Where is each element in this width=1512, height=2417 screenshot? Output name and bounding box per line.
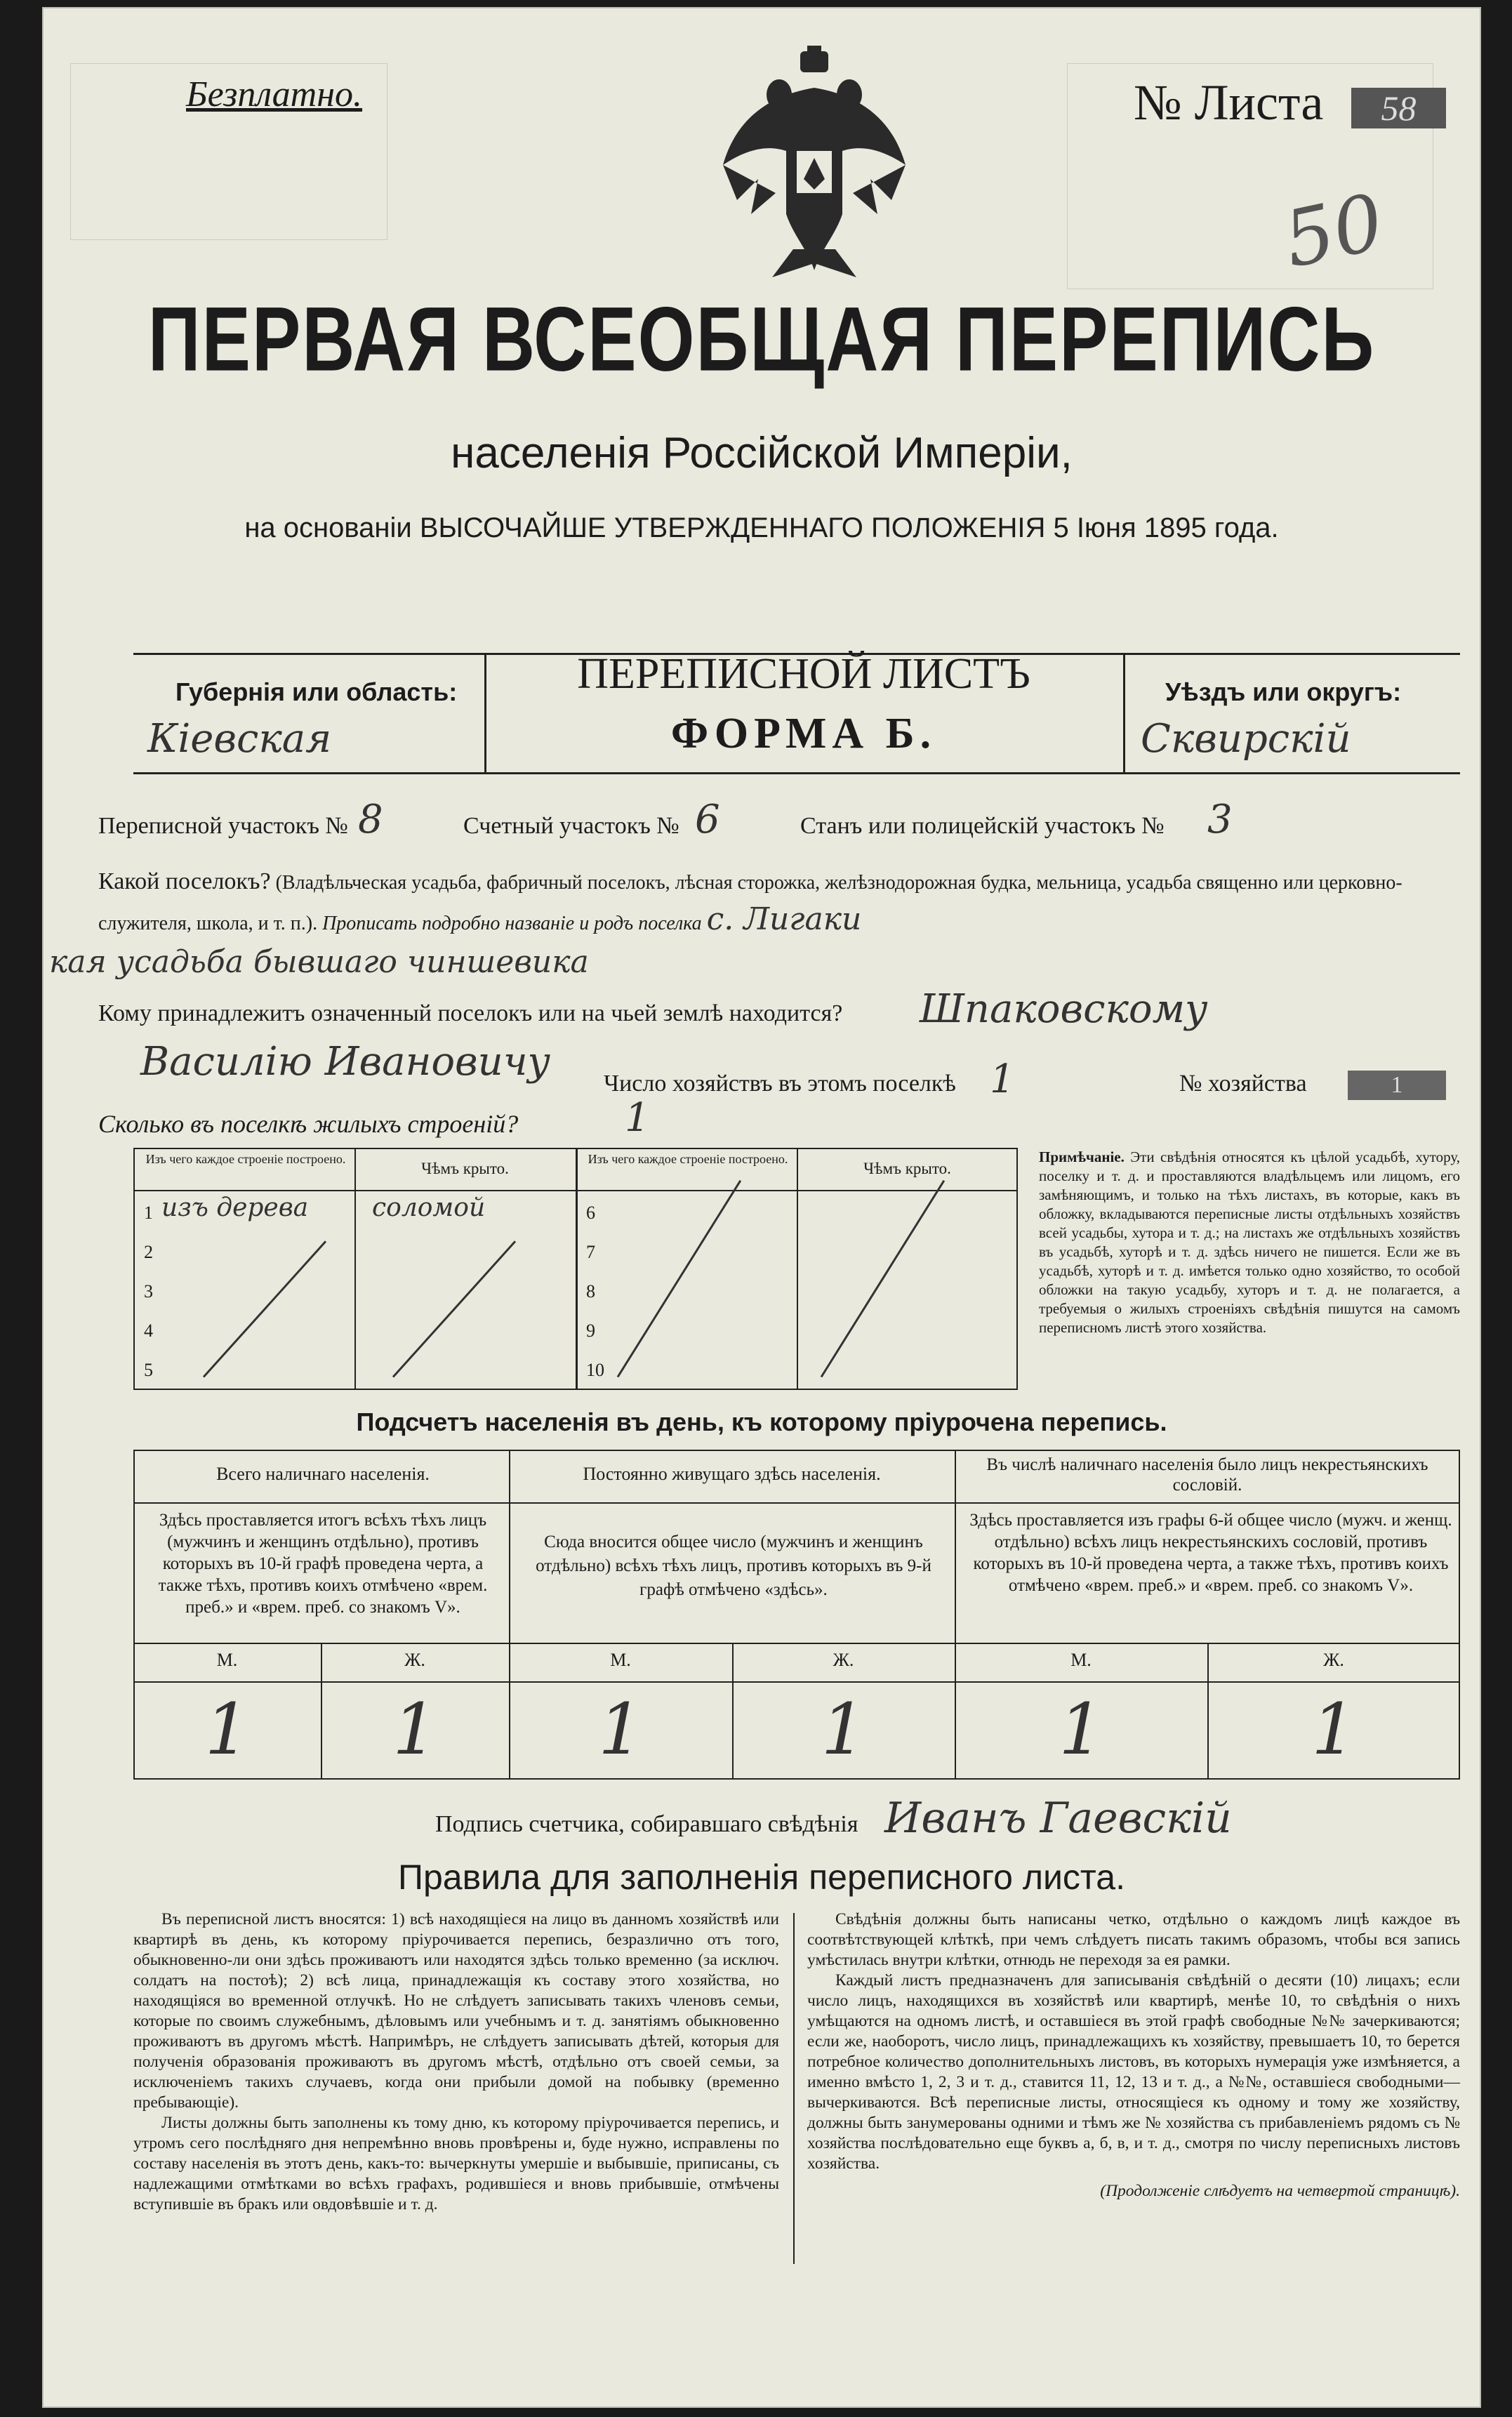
count-head-line bbox=[133, 1502, 1460, 1504]
buildings-col1-head: Изъ чего каждое строеніе построено. bbox=[145, 1152, 346, 1166]
poselok-row bbox=[98, 863, 1474, 942]
buildings-col-line bbox=[354, 1148, 356, 1390]
household-no-label: № хозяйства bbox=[1179, 1071, 1307, 1097]
count-values-line bbox=[133, 1681, 1460, 1683]
row-number: 2 bbox=[144, 1242, 153, 1262]
page-basis: на основаніи ВЫСОЧАЙШЕ УТВЕРЖДЕННАГО ПОЛОЖЕНІЯ 5 Іюня 1895 года. bbox=[244, 512, 1279, 543]
count-zh-label: Ж. bbox=[404, 1650, 425, 1670]
uchastok-label: Переписной участокъ № bbox=[98, 813, 348, 839]
sheet-number-label: № Листа bbox=[1134, 74, 1324, 131]
rules-paragraph: Въ переписной листъ вносятся: 1) всѣ находящіеся на лицо въ данномъ хозяйствѣ или квартирѣ въ день, къ которому пріурочивается перепись, безразлично отъ того, обыкновенно-ли они здѣсь проживаютъ или находятся здѣсь только временно (за исключ. солдатъ на постоѣ); 2) всѣ лица, принадлежащія къ составу этого хозяйства, но находящіяся во временной отлучкѣ. Но не слѣдуетъ записывать такихъ членовъ семьи, которые по своимъ служебнымъ, дѣловымъ или учебнымъ и т. д. занятіямъ обыкновенно проживаютъ въ другомъ мѣстѣ. Напримѣръ, не слѣдуетъ записывать дѣтей, которыя для полученія образованія проживаютъ въ другомъ мѣстѣ, отдѣльно отъ своей семьи, за исключеніемъ такихъ случаевъ, когда они прибыли домой на побывку (временно пребывающіе). bbox=[133, 1910, 779, 2112]
row1-roof: соломой bbox=[372, 1193, 486, 1222]
count-value: 1 bbox=[1311, 1688, 1356, 1770]
count-zh-label: Ж. bbox=[1323, 1650, 1344, 1670]
count-m-label: М. bbox=[216, 1650, 238, 1670]
row-number: 5 bbox=[144, 1360, 153, 1380]
count-col2-head: Постоянно живущаго здѣсь населенія. bbox=[583, 1464, 881, 1484]
households-label: Число хозяйствъ въ этомъ поселкѣ bbox=[604, 1071, 956, 1097]
poselok-value-1: с. Лигаки bbox=[706, 901, 862, 937]
count-m-label: М. bbox=[1070, 1650, 1092, 1670]
row-number: 6 bbox=[586, 1203, 595, 1223]
count-value: 1 bbox=[392, 1688, 437, 1770]
count-mz-line bbox=[133, 1643, 1460, 1644]
gubernia-value: Кіевская bbox=[147, 716, 332, 762]
uchastok-value: 8 bbox=[358, 797, 383, 842]
note-title: Примѣчаніе. bbox=[1039, 1148, 1125, 1165]
poselok-instruction: Прописать подробно названіе и родъ поселка bbox=[322, 913, 702, 934]
row-number: 7 bbox=[586, 1242, 595, 1262]
count-value: 1 bbox=[821, 1688, 866, 1770]
schetny-label: Счетный участокъ № bbox=[463, 813, 679, 839]
rules-divider bbox=[793, 1913, 795, 2264]
row-number: 8 bbox=[586, 1281, 595, 1302]
sheet-number-handwritten: 50 bbox=[1276, 176, 1391, 286]
gubernia-label: Губернія или область: bbox=[175, 677, 458, 706]
row-number: 4 bbox=[144, 1320, 153, 1341]
count-title: Подсчетъ населенія въ день, къ которому пріурочена перепись. bbox=[356, 1408, 1167, 1436]
rules-right-column bbox=[807, 1909, 1460, 2201]
row1-material: изъ дерева bbox=[161, 1193, 309, 1222]
row-number: 10 bbox=[586, 1360, 604, 1380]
count-value: 1 bbox=[204, 1688, 250, 1770]
buildings-col2-head: Чѣмъ крыто. bbox=[421, 1160, 509, 1177]
uezd-value: Сквирскій bbox=[1141, 716, 1351, 762]
rules-paragraph: Листы должны быть заполнены къ тому дню, къ которому пріурочивается перепись, и утромъ сего послѣдняго дня непремѣнно вновь провѣрены и, буде нужно, исправлены по составу населенія въ этотъ день, какъ-то: вычеркнуты умершіе и выбывшіе, приписаны, съ надлежащими отмѣтками во всѣхъ графахъ, родившіеся и вновь прибывшіе, отмѣчены вступившіе въ бракъ или овдовѣвшіе и т. д. bbox=[133, 2114, 779, 2213]
signature-value: Иванъ Гаевскій bbox=[884, 1794, 1232, 1843]
rules-left-column bbox=[133, 1909, 779, 2215]
schetny-value: 6 bbox=[695, 797, 720, 842]
buildings-rows-right bbox=[586, 1193, 604, 1390]
household-no-value: 1 bbox=[1348, 1071, 1446, 1100]
form-sub: ФОРМА Б. bbox=[670, 710, 937, 757]
stan-label: Станъ или полицейскій участокъ № bbox=[800, 813, 1165, 839]
households-value: 1 bbox=[990, 1057, 1015, 1102]
poselok-value-2: кая усадьба бывшаго чиншевика bbox=[49, 944, 589, 980]
signature-label: Подпись счетчика, собиравшаго свѣдѣнія bbox=[435, 1811, 858, 1837]
buildings-rows-left bbox=[144, 1193, 153, 1390]
note-text: Эти свѣдѣнія относятся къ цѣлой усадьбѣ, хутору, поселку и т. д. и проставляются владѣльцемъ или лицомъ, его замѣняющимъ, и только на тѣхъ листахъ, въ которые, какъ въ обложку, вкладываются переписные листы отдѣльныхъ хозяйствъ всей усадьбы, хутора и т. д.; на листахъ же отдѣльныхъ хозяйствъ въ усадьбѣ, хуторѣ и т. д. здѣсь ничего не пишется. Если же въ усадьбѣ, хуторѣ и т. д. имѣется только одно хозяйство, то особой обложки на такую усадьбу, хуторъ и т. д. не полагается, а требуемыя о жилыхъ строеніяхъ свѣдѣнія пишутся на самомъ переписномъ листѣ этого хозяйства. bbox=[1039, 1148, 1460, 1336]
note-block bbox=[1039, 1148, 1460, 1337]
row-number: 3 bbox=[144, 1281, 153, 1302]
buildings-col-line-2 bbox=[797, 1148, 798, 1390]
poselok-label: Какой поселокъ? bbox=[98, 868, 271, 894]
sheet-number-value: 58 bbox=[1351, 88, 1446, 128]
form-box-divider-right bbox=[1123, 653, 1125, 774]
buildings-col4-head: Чѣмъ крыто. bbox=[863, 1160, 951, 1177]
count-col3-head: Въ числѣ наличнаго населенія было лицъ некрестьянскихъ сословій. bbox=[986, 1455, 1428, 1495]
uezd-label: Уѣздъ или округъ: bbox=[1165, 677, 1402, 706]
census-sheet bbox=[42, 7, 1481, 2408]
form-title: ПЕРЕПИСНОЙ ЛИСТЪ bbox=[577, 650, 1030, 698]
rules-paragraph: Свѣдѣнія должны быть написаны четко, отдѣльно о каждомъ лицѣ каждое въ соотвѣтствующей клѣткѣ, при чемъ слѣдуетъ писать такимъ образомъ, чтобы вся запись умѣстилась внутри клѣтки, отнюдь не переходя за ея рамки. bbox=[807, 1910, 1460, 1969]
buildings-mid-line bbox=[576, 1148, 578, 1390]
form-box-bottom bbox=[133, 772, 1460, 774]
owner-label: Кому принадлежитъ означенный поселокъ или на чьей землѣ находится? bbox=[98, 1000, 843, 1026]
rules-paragraph: Каждый листъ предназначенъ для записыванія свѣдѣній о десяти (10) лицахъ; если число лицъ, находящихся въ хозяйствѣ или квартирѣ, менѣе 10, то свѣдѣнія о нихъ умѣщаются на одномъ листѣ, и оставшіеся въ этой графѣ свободные №№ зачеркиваются; если же, наоборотъ, число лицъ, принадлежащихъ къ хозяйству, превышаетъ 10, то берется потребное количество дополнительныхъ листовъ, въ которыхъ нумерація уже измѣняется, а именно вмѣсто 1, 2, 3 и т. д., ставится 11, 12, 13 и т. д., а №№, оставшіеся свободными—вычеркиваются. Всѣ переписные листы, относящіеся къ одному и тому же хозяйству, должны быть занумерованы одними и тѣмъ же № хозяйства съ прибавленіемъ рядомъ съ № хозяйства послѣдовательно еще буквъ а, б, в, и т. д., смотря по числу переписныхъ листовъ хозяйства. bbox=[807, 1971, 1460, 2173]
count-value: 1 bbox=[1059, 1688, 1103, 1770]
count-value: 1 bbox=[598, 1688, 643, 1770]
count-col1-text: Здѣсь проставляется итогъ всѣхъ тѣхъ лицъ (мужчинъ и женщинъ отдѣльно), противъ которыхъ въ 10-й графѣ проведена черта, а также тѣхъ, противъ коихъ отмѣчено «врем. преб.» и «врем. преб. со знакомъ V». bbox=[158, 1511, 488, 1617]
page-subtitle: населенія Россійской Имперіи, bbox=[451, 429, 1073, 477]
double-headed-eagle-icon bbox=[709, 46, 920, 284]
count-col2-text: Сюда вносится общее число (мужчинъ и женщинъ отдѣльно) всѣхъ тѣхъ лицъ, противъ которыхъ въ 9-й графѣ отмѣчено «здѣсь». bbox=[536, 1532, 931, 1599]
row-number: 9 bbox=[586, 1320, 595, 1341]
buildings-col3-head: Изъ чего каждое строеніе построено. bbox=[588, 1152, 788, 1166]
row-number: 1 bbox=[144, 1203, 153, 1223]
rules-continued: (Продолженіе слѣдуетъ на четвертой страницѣ). bbox=[1100, 2182, 1460, 2200]
free-label: Безплатно. bbox=[186, 74, 363, 114]
buildings-label: Сколько въ поселкѣ жилыхъ строеній? bbox=[98, 1110, 519, 1138]
stan-value: 3 bbox=[1207, 797, 1233, 842]
count-zh-label: Ж. bbox=[833, 1650, 854, 1670]
count-col3-text: Здѣсь проставляется изъ графы 6-й общее число (мужч. и женщ. отдѣльно) всѣхъ лицъ некрестьянскихъ сословій, противъ которыхъ въ 10-й проведена черта, а также тѣхъ, противъ коихъ отмѣчено «врем. преб.» и «врем. преб. со знакомъ V». bbox=[969, 1511, 1452, 1595]
owner-value-2: Василію Ивановичу bbox=[140, 1039, 551, 1085]
buildings-value: 1 bbox=[625, 1095, 650, 1141]
count-col1-head: Всего наличнаго населенія. bbox=[216, 1464, 430, 1484]
poselok-hint: (Владѣльческая усадьба, фабричный поселокъ, лѣсная сторожка, желѣзнодорожная будка, мельница, усадьба священно или церковно-служителя, школа, и т. п.). bbox=[98, 872, 1402, 934]
count-m-label: М. bbox=[610, 1650, 631, 1670]
rules-title: Правила для заполненія переписного листа. bbox=[398, 1858, 1125, 1897]
page-title: ПЕРВАЯ ВСЕОБЩАЯ ПЕРЕПИСЬ bbox=[147, 289, 1376, 391]
owner-value-1: Шпаковскому bbox=[920, 986, 1208, 1032]
